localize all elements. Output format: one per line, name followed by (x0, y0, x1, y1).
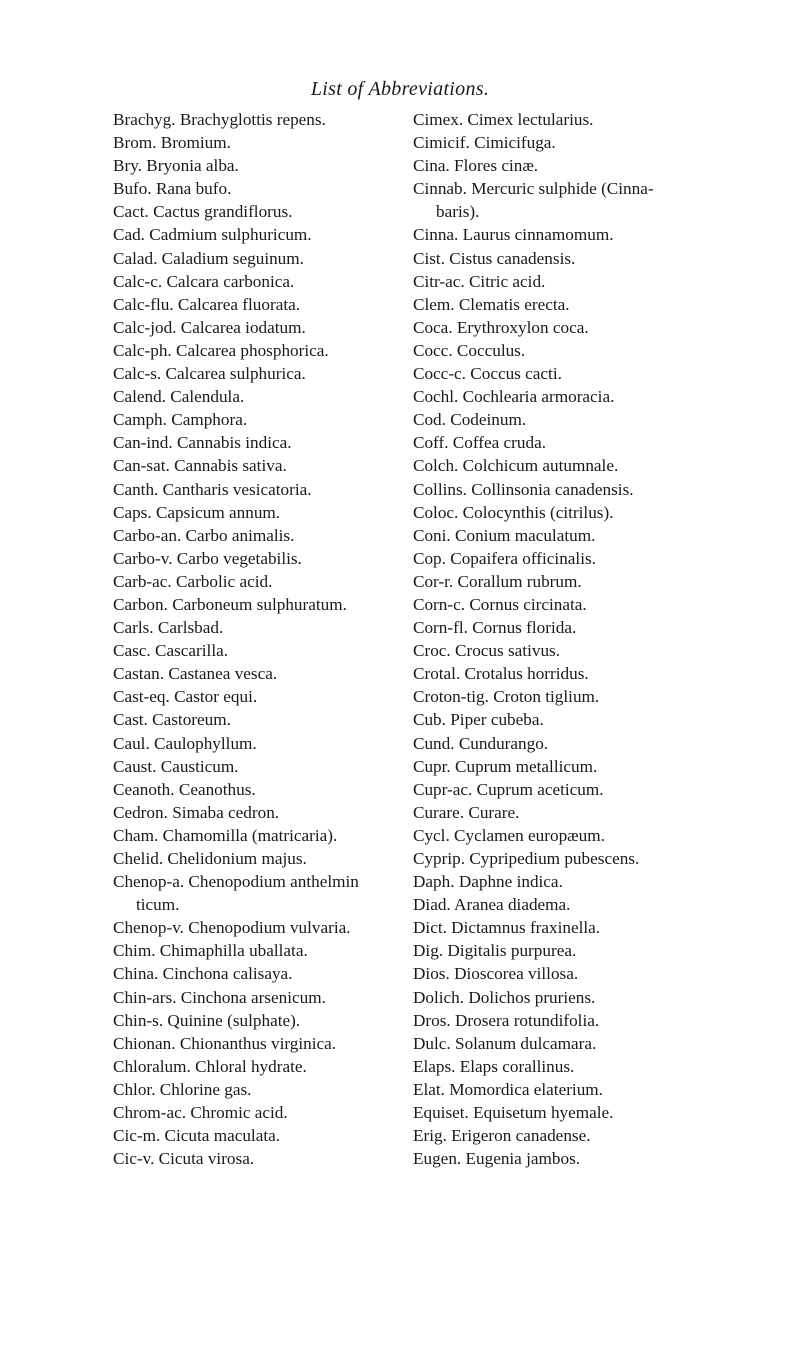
abbreviation-entry (113, 478, 403, 501)
abbreviation-entry (113, 316, 403, 339)
abbreviation-entry (413, 247, 713, 270)
abbreviation-entry (113, 639, 403, 662)
abbreviation-text: Cad. Cadmium sulphuricum. (113, 225, 312, 245)
abbreviation-text: Coca. Erythroxylon coca. (413, 317, 589, 337)
abbreviation-text: Dios. Dioscorea villosa. (413, 964, 579, 984)
abbreviation-entry (413, 1078, 713, 1101)
abbreviation-entry (413, 154, 713, 177)
abbreviation-text: Cact. Cactus grandiflorus. (113, 202, 293, 222)
abbreviation-entry (113, 870, 403, 916)
abbreviation-text: Caust. Causticum. (113, 756, 239, 776)
abbreviation-text: Chlor. Chlorine gas. (113, 1079, 252, 1099)
abbreviation-entry (113, 547, 403, 570)
abbreviation-text: Cocc. Cocculus. (413, 340, 526, 360)
abbreviation-text: Dulc. Solanum dulcamara. (413, 1033, 597, 1053)
abbreviation-text: Chin-s. Quinine (sulphate). (113, 1010, 301, 1030)
abbreviation-entry (113, 223, 403, 246)
abbreviation-entry (113, 1009, 403, 1032)
abbreviation-text: Calc-ph. Calcarea phosphorica. (113, 340, 329, 360)
abbreviation-entry (113, 1147, 403, 1170)
abbreviation-entry (113, 154, 403, 177)
abbreviation-entry (113, 755, 403, 778)
abbreviation-text: Calc-flu. Calcarea fluorata. (113, 294, 301, 314)
abbreviation-entry (413, 1055, 713, 1078)
abbreviation-text: Brom. Bromium. (113, 133, 231, 153)
abbreviation-entry (413, 847, 713, 870)
abbreviation-entry (413, 1147, 713, 1170)
abbreviation-text: Cic-v. Cicuta virosa. (113, 1149, 255, 1169)
abbreviation-text: Cupr. Cuprum metallicum. (413, 756, 598, 776)
abbreviation-entry (413, 316, 713, 339)
abbreviation-entry (413, 616, 713, 639)
abbreviation-text: Coni. Conium maculatum. (413, 525, 596, 545)
abbreviation-entry (413, 339, 713, 362)
abbreviation-text: Can-sat. Cannabis sativa. (113, 456, 287, 476)
abbreviation-entry (113, 962, 403, 985)
abbreviation-entry (113, 1055, 403, 1078)
abbreviation-entry (413, 893, 713, 916)
abbreviation-entry (413, 408, 713, 431)
abbreviation-entry (113, 593, 403, 616)
abbreviation-entry (413, 593, 713, 616)
abbreviation-text: Dict. Dictamnus fraxinella. (413, 918, 601, 938)
abbreviation-text: Cop. Copaifera officinalis. (413, 548, 596, 568)
abbreviation-text: Cund. Cundurango. (413, 733, 549, 753)
abbreviation-entry (413, 708, 713, 731)
abbreviation-entry (413, 223, 713, 246)
abbreviation-text: Chloralum. Chloral hydrate. (113, 1056, 307, 1076)
abbreviation-text: Calend. Calendula. (113, 387, 245, 407)
abbreviation-entry (113, 662, 403, 685)
abbreviation-text: Cochl. Cochlearia armoracia. (413, 387, 615, 407)
abbreviation-text: Carb-ac. Carbolic acid. (113, 571, 273, 591)
abbreviation-entry (413, 1124, 713, 1147)
abbreviation-entry (413, 662, 713, 685)
abbreviation-entry (413, 385, 713, 408)
abbreviation-entry (113, 1078, 403, 1101)
abbreviation-entry (113, 778, 403, 801)
abbreviation-text: Cor-r. Corallum rubrum. (413, 571, 582, 591)
abbreviation-entry (113, 431, 403, 454)
abbreviation-text: Chin-ars. Cinchona arsenicum. (113, 987, 326, 1007)
abbreviation-entry (413, 986, 713, 1009)
abbreviation-text: Corn-fl. Cornus florida. (413, 618, 577, 638)
abbreviation-entry (413, 732, 713, 755)
abbreviation-text: Curare. Curare. (413, 802, 520, 822)
abbreviation-list-right (413, 108, 713, 1170)
abbreviation-text: Corn-c. Cornus circinata. (413, 594, 587, 614)
abbreviation-text: Citr-ac. Citric acid. (413, 271, 546, 291)
abbreviation-entry (413, 1009, 713, 1032)
abbreviation-entry (413, 639, 713, 662)
abbreviation-text: Brachyg. Brachyglottis repens. (113, 110, 326, 129)
abbreviation-text: Calc-s. Calcarea sulphurica. (113, 364, 306, 384)
abbreviation-text: Coloc. Colocynthis (citrilus). (413, 502, 614, 522)
abbreviation-entry (113, 293, 403, 316)
abbreviation-text: Chrom-ac. Chromic acid. (113, 1103, 288, 1123)
abbreviation-text: Casc. Cascarilla. (113, 641, 229, 661)
abbreviation-entry (413, 293, 713, 316)
abbreviation-text: Croc. Crocus sativus. (413, 641, 561, 661)
abbreviation-entry (113, 616, 403, 639)
abbreviation-entry (113, 1124, 403, 1147)
abbreviation-text: Croton-tig. Croton tiglium. (413, 687, 600, 707)
abbreviation-text: Dros. Drosera rotundifolia. (413, 1010, 600, 1030)
abbreviation-text: Chenop-a. Chenopodium anthelmin (113, 872, 359, 892)
abbreviation-entry (413, 570, 713, 593)
abbreviation-entry (413, 778, 713, 801)
abbreviation-entry (113, 408, 403, 431)
abbreviation-entry (413, 755, 713, 778)
page-title: List of Abbreviations. (310, 78, 490, 100)
abbreviation-entry (113, 1032, 403, 1055)
abbreviation-text: Cedron. Simaba cedron. (113, 802, 280, 822)
abbreviation-entry (113, 986, 403, 1009)
abbreviation-text: Equiset. Equisetum hyemale. (413, 1103, 614, 1123)
abbreviation-entry (413, 270, 713, 293)
abbreviation-entry (113, 570, 403, 593)
abbreviation-entry (413, 1032, 713, 1055)
abbreviation-text: Bry. Bryonia alba. (113, 156, 239, 176)
abbreviation-entry (113, 177, 403, 200)
abbreviation-text: Calc-jod. Calcarea iodatum. (113, 317, 306, 337)
abbreviation-entry (113, 200, 403, 223)
abbreviation-text: Caul. Caulophyllum. (113, 733, 257, 753)
abbreviation-text: Cist. Cistus canadensis. (413, 248, 576, 268)
abbreviation-entry (413, 478, 713, 501)
abbreviation-text: Calad. Caladium seguinum. (113, 248, 304, 268)
abbreviation-text: Diad. Aranea diadema. (413, 895, 571, 915)
abbreviation-text: Daph. Daphne indica. (413, 872, 563, 892)
abbreviation-text: Cast-eq. Castor equi. (113, 687, 258, 707)
abbreviation-entry (413, 685, 713, 708)
abbreviation-text: Cocc-c. Coccus cacti. (413, 364, 562, 384)
abbreviation-entry (113, 801, 403, 824)
abbreviation-text: Can-ind. Cannabis indica. (113, 433, 292, 453)
abbreviation-entry (413, 108, 713, 131)
abbreviation-text: Cod. Codeinum. (413, 410, 527, 430)
abbreviation-text: Dig. Digitalis purpurea. (413, 941, 577, 961)
abbreviation-entry (413, 939, 713, 962)
abbreviation-entry (413, 501, 713, 524)
abbreviation-entry (413, 454, 713, 477)
abbreviation-text: Collins. Collinsonia canadensis. (413, 479, 634, 499)
abbreviation-text: Erig. Erigeron canadense. (413, 1126, 591, 1146)
abbreviation-text: Coff. Coffea cruda. (413, 433, 547, 453)
abbreviation-entry (413, 1101, 713, 1124)
abbreviation-text: Chenop-v. Chenopodium vulvaria. (113, 918, 351, 938)
abbreviation-entry (413, 824, 713, 847)
abbreviation-entry (113, 501, 403, 524)
abbreviation-text: Camph. Camphora. (113, 410, 248, 430)
abbreviation-text: Canth. Cantharis vesicatoria. (113, 479, 312, 499)
abbreviation-entry (413, 362, 713, 385)
abbreviation-entry (113, 824, 403, 847)
abbreviation-text: Bufo. Rana bufo. (113, 179, 232, 199)
abbreviation-text: Eugen. Eugenia jambos. (413, 1149, 581, 1169)
abbreviation-entry (113, 247, 403, 270)
abbreviation-entry (113, 939, 403, 962)
abbreviation-text: Dolich. Dolichos pruriens. (413, 987, 596, 1007)
abbreviation-entry (113, 270, 403, 293)
abbreviation-entry (113, 339, 403, 362)
abbreviation-entry (413, 916, 713, 939)
abbreviation-text: Cimicif. Cimicifuga. (413, 133, 556, 153)
abbreviation-text: Crotal. Crotalus horridus. (413, 664, 589, 684)
abbreviation-text: Cyprip. Cypripedium pubescens. (413, 849, 640, 868)
abbreviation-text: Cast. Castoreum. (113, 710, 231, 730)
abbreviation-entry (113, 1101, 403, 1124)
abbreviation-text: Cupr-ac. Cuprum aceticum. (413, 779, 604, 799)
abbreviation-entry (113, 524, 403, 547)
abbreviation-text: Chelid. Chelidonium majus. (113, 849, 307, 868)
abbreviation-entry (113, 847, 403, 870)
abbreviation-text: Chim. Chimaphilla uballata. (113, 941, 308, 961)
abbreviation-entry (413, 131, 713, 154)
abbreviation-text: Cic-m. Cicuta maculata. (113, 1126, 281, 1146)
abbreviation-entry (413, 547, 713, 570)
abbreviation-text: Carbon. Carboneum sulphuratum. (113, 594, 347, 614)
abbreviation-continuation: ticum. (136, 895, 180, 915)
abbreviation-entry (113, 131, 403, 154)
abbreviation-text: Cimex. Cimex lectularius. (413, 110, 594, 129)
abbreviation-entry (113, 916, 403, 939)
abbreviation-text: Cub. Piper cubeba. (413, 710, 544, 730)
abbreviation-entry (113, 385, 403, 408)
abbreviation-text: Cham. Chamomilla (matricaria). (113, 825, 338, 845)
abbreviation-entry (113, 708, 403, 731)
abbreviation-text: Cinna. Laurus cinnamomum. (413, 225, 614, 245)
abbreviation-text: Calc-c. Calcara carbonica. (113, 271, 295, 291)
abbreviation-continuation: baris). (436, 202, 480, 222)
abbreviation-entry (413, 801, 713, 824)
abbreviation-entry (413, 962, 713, 985)
abbreviation-entry (113, 454, 403, 477)
abbreviation-text: Carbo-an. Carbo animalis. (113, 525, 295, 545)
abbreviation-text: Cinnab. Mercuric sulphide (Cinna- (413, 179, 654, 199)
abbreviation-list-left (113, 108, 403, 1170)
abbreviation-text: Elaps. Elaps corallinus. (413, 1056, 575, 1076)
abbreviation-entry (413, 870, 713, 893)
abbreviation-entry (413, 431, 713, 454)
abbreviation-text: Cina. Flores cinæ. (413, 156, 539, 176)
abbreviation-entry (113, 732, 403, 755)
abbreviation-entry (413, 177, 713, 223)
abbreviation-entry (113, 362, 403, 385)
abbreviation-text: China. Cinchona calisaya. (113, 964, 293, 984)
abbreviation-text: Colch. Colchicum autumnale. (413, 456, 619, 476)
abbreviation-entry (113, 108, 403, 131)
abbreviation-text: Carls. Carlsbad. (113, 618, 224, 638)
abbreviation-text: Elat. Momordica elaterium. (413, 1079, 603, 1099)
abbreviation-entry (413, 524, 713, 547)
abbreviation-text: Cycl. Cyclamen europæum. (413, 825, 605, 845)
abbreviation-text: Ceanoth. Ceanothus. (113, 779, 256, 799)
abbreviation-text: Chionan. Chionanthus virginica. (113, 1033, 337, 1053)
abbreviation-text: Caps. Capsicum annum. (113, 502, 281, 522)
abbreviation-entry (113, 685, 403, 708)
abbreviation-text: Clem. Clematis erecta. (413, 294, 570, 314)
abbreviation-text: Carbo-v. Carbo vegetabilis. (113, 548, 302, 568)
abbreviation-text: Castan. Castanea vesca. (113, 664, 278, 684)
